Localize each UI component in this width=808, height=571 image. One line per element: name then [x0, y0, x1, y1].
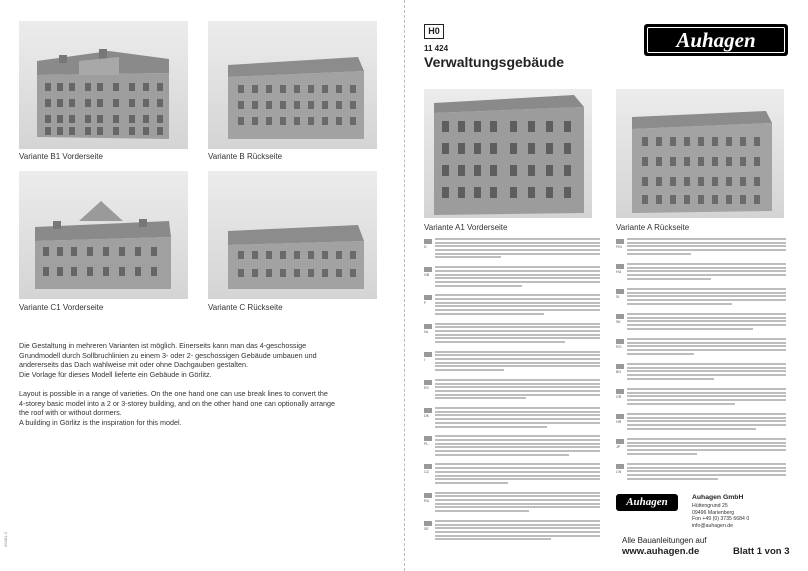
- text-line: [435, 351, 600, 353]
- text-line: [627, 353, 694, 355]
- text-line: [435, 478, 600, 480]
- text-line: [627, 388, 786, 390]
- text-line: [435, 510, 529, 512]
- text-line: [627, 270, 786, 272]
- text-line: [435, 302, 600, 304]
- text-line: [627, 345, 786, 347]
- text-line: [435, 426, 547, 428]
- text-line: [627, 378, 714, 380]
- brand-logo-text: Auhagen: [676, 28, 756, 52]
- caption-variant-a1: Variante A1 Vorderseite: [424, 223, 508, 232]
- text-line: [435, 362, 600, 364]
- en-line-2: 4-storey basic model into a 2 or 3-storey building, and on the other hand one can optionally arrange: [19, 398, 336, 408]
- lang-code: D: [424, 245, 427, 249]
- de-line-3: andererseits das Dach wahlweise mit oder ohne Dachgauben gestalten.: [19, 360, 248, 370]
- lang-flag-d: [424, 239, 432, 244]
- text-line: [627, 299, 786, 301]
- address-line-1: Hüttengrund 25: [692, 503, 728, 509]
- lang-code: HR: [616, 420, 622, 424]
- lang-code: GB: [424, 273, 430, 278]
- caption-variant-b1: Variante B1 Vorderseite: [19, 152, 103, 161]
- text-line: [627, 292, 786, 294]
- text-line: [627, 317, 786, 319]
- text-line: [627, 242, 786, 244]
- text-line: [435, 390, 600, 392]
- text-line: [627, 478, 718, 480]
- text-line: [435, 418, 600, 420]
- photo-variant-c: [208, 171, 377, 299]
- text-line: [627, 453, 697, 455]
- text-line: [435, 266, 600, 268]
- lang-flag-si: [616, 289, 624, 294]
- text-line: [435, 411, 600, 413]
- text-line: [627, 467, 786, 469]
- text-line: [435, 414, 600, 416]
- photo-variant-a: [616, 89, 784, 218]
- lang-code: JP: [616, 445, 621, 449]
- text-line: [435, 520, 600, 522]
- text-line: [435, 341, 565, 343]
- de-line-2: Grundmodell durch Sollbruchlinien zu einem 3- oder 2- geschossigen Gebäude umbauen und: [19, 350, 317, 360]
- text-line: [435, 439, 600, 441]
- text-line: [435, 499, 600, 501]
- lang-flag-es: [424, 380, 432, 385]
- text-line: [435, 475, 600, 477]
- page-divider: [404, 0, 405, 571]
- en-line-4: A building in Görlitz is the inspiration for this model.: [19, 417, 182, 427]
- text-line: [435, 503, 600, 505]
- text-line: [627, 399, 786, 401]
- text-line: [435, 274, 600, 276]
- text-line: [435, 443, 600, 445]
- text-line: [435, 277, 600, 279]
- text-line: [627, 295, 786, 297]
- text-line: [435, 305, 600, 307]
- text-line: [627, 338, 786, 340]
- text-line: [435, 394, 600, 396]
- text-line: [435, 531, 600, 533]
- text-line: [435, 294, 600, 296]
- multilingual-column-left: [424, 238, 600, 548]
- text-line: [435, 365, 600, 367]
- text-line: [435, 238, 600, 240]
- text-line: [627, 395, 786, 397]
- text-line: [435, 323, 600, 325]
- lang-flag-jp: [616, 439, 624, 444]
- en-line-3: the roof with or without dormers.: [19, 408, 122, 418]
- text-line: [627, 249, 786, 251]
- text-line: [627, 288, 786, 290]
- lang-flag-f: [424, 295, 432, 300]
- lang-code: SK: [616, 320, 621, 324]
- text-line: [435, 326, 600, 328]
- text-line: [627, 370, 786, 372]
- text-line: [627, 474, 786, 476]
- address-line-2: 09496 Marienberg: [692, 509, 735, 516]
- text-line: [627, 374, 786, 376]
- en-line-1: Layout is possible in a range of varieties. On the one hand one can use break lines to convert the: [19, 389, 328, 398]
- lang-flag-fin: [616, 239, 624, 244]
- text-line: [627, 428, 756, 430]
- scale-badge: H0: [424, 24, 444, 39]
- de-line-4: Die Vorlage für dieses Modell lieferte ein Gebäude in Görlitz.: [19, 369, 212, 379]
- text-line: [627, 263, 786, 265]
- text-line: [627, 367, 786, 369]
- lang-code: NL: [424, 329, 429, 334]
- text-line: [627, 438, 786, 440]
- text-line: [627, 342, 786, 344]
- photo-variant-b: [208, 21, 377, 149]
- description-german: [19, 341, 399, 379]
- text-line: [435, 334, 600, 336]
- lang-flag-dk: [424, 408, 432, 413]
- photo-variant-b1: [19, 21, 188, 149]
- text-line: [627, 420, 786, 422]
- text-line: [435, 463, 600, 465]
- text-line: [435, 242, 600, 244]
- lang-code: SI: [616, 295, 620, 299]
- text-line: [435, 285, 522, 287]
- text-line: [435, 249, 600, 251]
- text-line: [627, 363, 786, 365]
- text-line: [435, 358, 600, 360]
- text-line: [435, 253, 600, 255]
- footer-logo-text: Auhagen: [626, 496, 668, 508]
- multilingual-column-right: [616, 238, 786, 488]
- lang-code: RU: [424, 498, 430, 503]
- text-line: [435, 383, 600, 385]
- text-line: [435, 270, 600, 272]
- text-line: [627, 253, 691, 255]
- address-line-3: Fon +49 (0) 3735 6684 0: [692, 516, 750, 523]
- text-line: [627, 303, 732, 305]
- text-line: [627, 424, 786, 426]
- lang-flag-gr: [616, 389, 624, 394]
- text-line: [435, 454, 569, 456]
- lang-flag-pl: [424, 436, 432, 441]
- text-line: [627, 442, 786, 444]
- product-title: Verwaltungsgebäude: [424, 54, 565, 70]
- lang-flag-cz: [424, 464, 432, 469]
- text-line: [627, 449, 786, 451]
- address-line-4: info@auhagen.de: [692, 522, 734, 529]
- caption-variant-c: Variante C Rückseite: [208, 303, 283, 312]
- lang-flag-hu: [616, 264, 624, 269]
- footer-company: Auhagen GmbH: [692, 494, 744, 501]
- text-line: [435, 313, 544, 315]
- text-line: [627, 267, 786, 269]
- lang-flag-se: [424, 521, 432, 526]
- lang-flag-nl: [424, 324, 432, 329]
- text-line: [435, 309, 600, 311]
- footer-logo: [616, 494, 678, 511]
- text-line: [435, 330, 600, 332]
- text-line: [435, 446, 600, 448]
- lang-flag-bg: [616, 364, 624, 369]
- text-line: [435, 535, 600, 537]
- text-line: [435, 467, 600, 469]
- caption-variant-b: Variante B Rückseite: [208, 152, 283, 161]
- lang-flag-ru: [424, 493, 432, 498]
- lang-flag-hr: [616, 414, 624, 419]
- lang-code: SE: [424, 526, 429, 531]
- lang-code: F: [424, 301, 427, 306]
- text-line: [435, 281, 600, 283]
- text-line: [627, 274, 786, 276]
- text-line: [435, 471, 600, 473]
- de-line-1: Die Gestaltung in mehreren Varianten ist möglich. Einerseits kann man das 4-geschossige: [19, 341, 307, 350]
- lang-flag-gb: [424, 267, 432, 272]
- text-line: [627, 392, 786, 394]
- lang-code: DK: [424, 414, 429, 419]
- photo-variant-a1: [424, 89, 592, 218]
- article-number: 11 424: [424, 44, 449, 53]
- text-line: [627, 470, 786, 472]
- text-line: [435, 506, 600, 508]
- text-line: [435, 450, 600, 452]
- text-line: [627, 245, 786, 247]
- text-line: [435, 337, 600, 339]
- text-line: [435, 386, 600, 388]
- text-line: [435, 492, 600, 494]
- text-line: [627, 278, 711, 280]
- lang-code: ES: [424, 385, 429, 390]
- lang-code: CN: [616, 470, 622, 474]
- text-line: [435, 524, 600, 526]
- lang-flag-i: [424, 352, 432, 357]
- text-line: [435, 245, 600, 247]
- footer-instructions-text: Alle Bauanleitungen auf: [622, 536, 707, 545]
- caption-variant-a: Variante A Rückseite: [616, 223, 690, 232]
- text-line: [627, 324, 786, 326]
- text-line: [627, 417, 786, 419]
- text-line: [627, 328, 753, 330]
- text-line: [435, 298, 600, 300]
- lang-code: CZ: [424, 470, 429, 475]
- text-line: [435, 256, 501, 258]
- text-line: [435, 538, 551, 540]
- text-line: [627, 238, 786, 240]
- lang-flag-cn: [616, 464, 624, 469]
- text-line: [627, 313, 786, 315]
- lang-code: RO: [616, 345, 622, 349]
- lang-code: BG: [616, 370, 622, 374]
- text-line: [627, 403, 735, 405]
- lang-code: HU: [616, 270, 622, 274]
- text-line: [435, 495, 600, 497]
- text-line: [435, 407, 600, 409]
- text-line: [627, 445, 786, 447]
- text-line: [435, 527, 600, 529]
- photo-variant-c1: [19, 171, 188, 299]
- text-line: [627, 320, 786, 322]
- text-line: [435, 354, 600, 356]
- text-line: [435, 379, 600, 381]
- sheet-number: Blatt 1 von 3: [733, 546, 790, 557]
- lang-code: FIN: [616, 245, 622, 249]
- text-line: [627, 413, 786, 415]
- text-line: [435, 422, 600, 424]
- lang-code: PL: [424, 442, 429, 447]
- lang-code: GR: [616, 395, 622, 399]
- text-line: [627, 349, 786, 351]
- text-line: [435, 482, 508, 484]
- text-line: [435, 435, 600, 437]
- text-line: [435, 369, 504, 371]
- text-line: [435, 397, 526, 399]
- footer-url[interactable]: www.auhagen.de: [622, 546, 700, 557]
- margin-code: 89481-3: [3, 532, 8, 547]
- lang-flag-ro: [616, 339, 624, 344]
- caption-variant-c1: Variante C1 Vorderseite: [19, 303, 104, 312]
- footer-address: [692, 503, 749, 529]
- lang-code: I: [424, 357, 425, 362]
- description-english: [19, 389, 403, 427]
- lang-flag-sk: [616, 314, 624, 319]
- brand-logo: [644, 24, 788, 56]
- text-line: [627, 463, 786, 465]
